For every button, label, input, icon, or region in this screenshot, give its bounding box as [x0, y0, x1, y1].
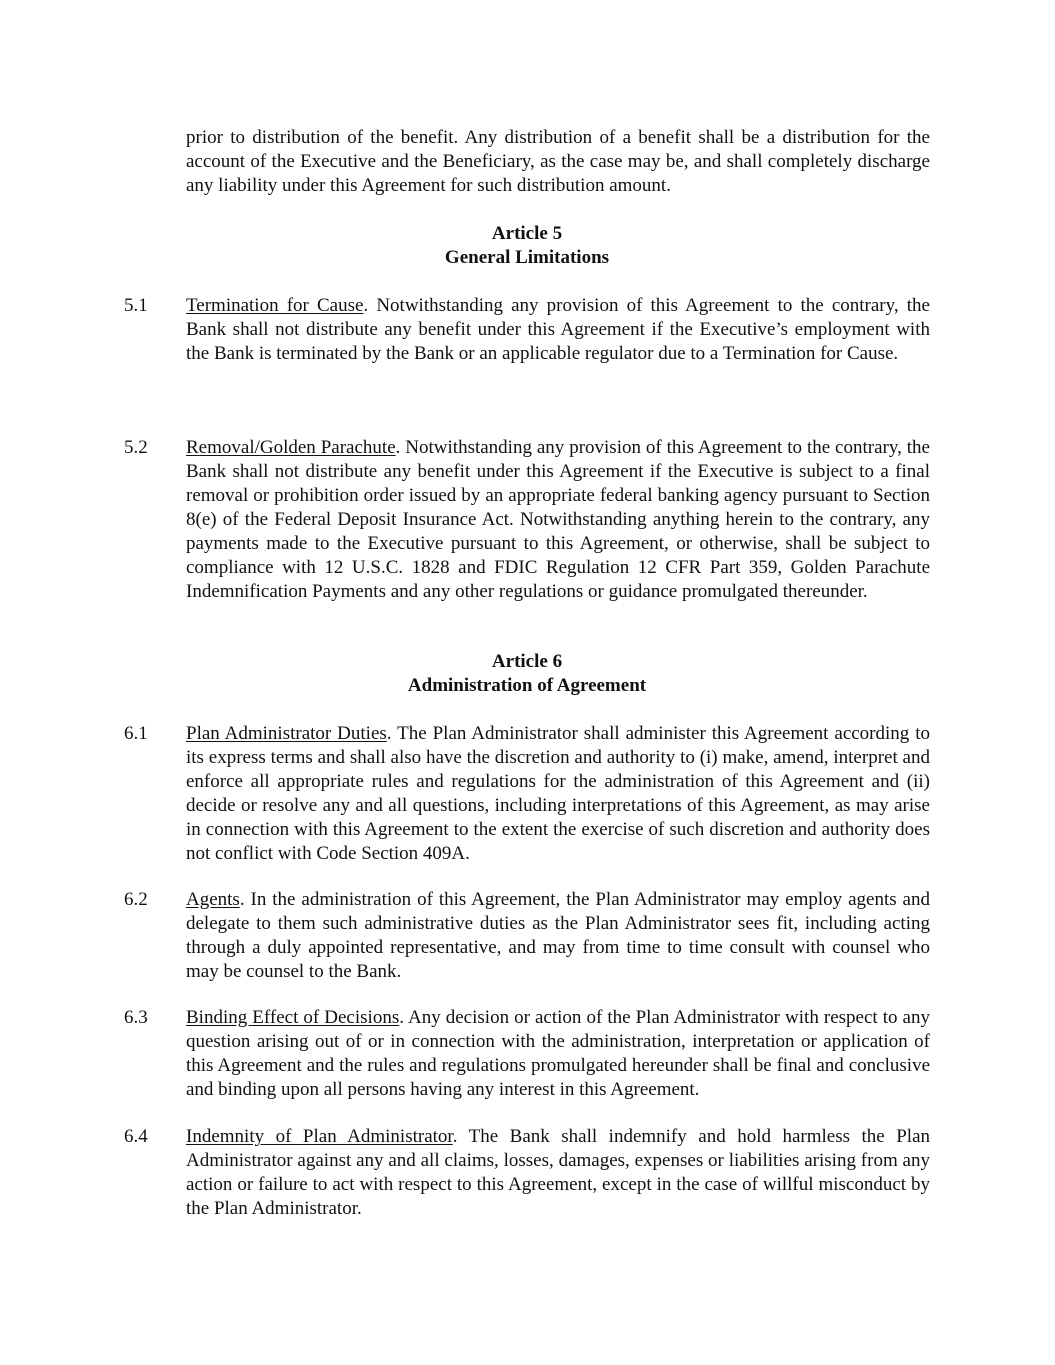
article-6-title: Administration of Agreement — [407, 675, 647, 696]
article-5-heading — [186, 222, 868, 270]
section-number: 5.1 — [124, 295, 148, 316]
section-number: 6.4 — [124, 1126, 148, 1147]
section-text: . Notwithstanding any provision of this Agreement to the contrary, the Bank shall not distribute any benefit under this Agreement if the Executive’s employment with the Bank is terminated by the Bank or an applicable regulator due to a Termination for Cause. — [186, 295, 930, 364]
intro-paragraph: prior to distribution of the benefit. Any distribution of a benefit shall be a distribution for the account of the Executive and the Beneficiary, as the case may be, and shall completely discharge any liability under this Agreement for such distribution amount. — [186, 127, 930, 196]
section-body — [186, 1125, 930, 1221]
section-number: 5.2 — [124, 437, 148, 458]
section-body — [186, 1006, 930, 1102]
section-number: 6.3 — [124, 1007, 148, 1028]
article-6-number: Article 6 — [491, 651, 563, 672]
section-title: Plan Administrator Duties — [186, 723, 387, 744]
article-5-number: Article 5 — [491, 223, 563, 244]
section-text: . The Plan Administrator shall administer this Agreement according to its express terms and shall also have the discretion and authority to (i) make, amend, interpret and enforce all appropriate rules and regulations for the administration of this Agreement and (ii) decide or resolve any and all questions, including interpretations of this Agreement, as may arise in connection with this Agreement to the extent the exercise of such discretion and authority does not conflict with Code Section 409A. — [186, 723, 930, 864]
article-5-title: General Limitations — [444, 247, 610, 268]
section-number: 6.2 — [124, 889, 148, 910]
section-body — [186, 888, 930, 984]
section-number: 6.1 — [124, 723, 148, 744]
section-title: Binding Effect of Decisions — [186, 1007, 400, 1028]
section-title: Termination for Cause — [186, 295, 364, 316]
section-title: Indemnity of Plan Administrator — [186, 1126, 453, 1147]
section-body — [186, 294, 930, 366]
section-title: Agents — [186, 889, 240, 910]
section-text: . In the administration of this Agreement, the Plan Administrator may employ agents and delegate to them such administrative duties as the Plan Administrator sees fit, including acting through a duly appointed representative, and may from time to time consult with counsel who may be counsel to the Bank. — [186, 889, 930, 982]
article-6-heading — [186, 650, 868, 698]
section-text: . Any decision or action of the Plan Administrator with respect to any question arising out of or in connection with the administration, interpretation or application of this Agreement and the rules and regulations promulgated hereunder shall be final and conclusive and binding upon all persons having any interest in this Agreement. — [186, 1007, 930, 1100]
section-text: . The Bank shall indemnify and hold harmless the Plan Administrator against any and all claims, losses, damages, expenses or liabilities arising from any action or failure to act with respect to this Agreement, except in the case of willful misconduct by the Plan Administrator. — [186, 1126, 931, 1219]
section-title: Removal/Golden Parachute — [186, 437, 396, 458]
section-body — [186, 722, 930, 866]
section-body — [186, 436, 930, 604]
section-text: . Notwithstanding any provision of this Agreement to the contrary, the Bank shall not distribute any benefit under this Agreement if the Executive is subject to a final removal or prohibition order issued by an appropriate federal banking agency pursuant to Section 8(e) of the Federal Deposit Insurance Act. Notwithstanding anything herein to the contrary, any payments made to the Executive pursuant to this Agreement, or otherwise, shall be subject to compliance with 12 U.S.C. 1828 and FDIC Regulation 12 CFR Part 359, Golden Parachute Indemnification Payments and any other regulations or guidance promulgated thereunder. — [186, 437, 930, 602]
